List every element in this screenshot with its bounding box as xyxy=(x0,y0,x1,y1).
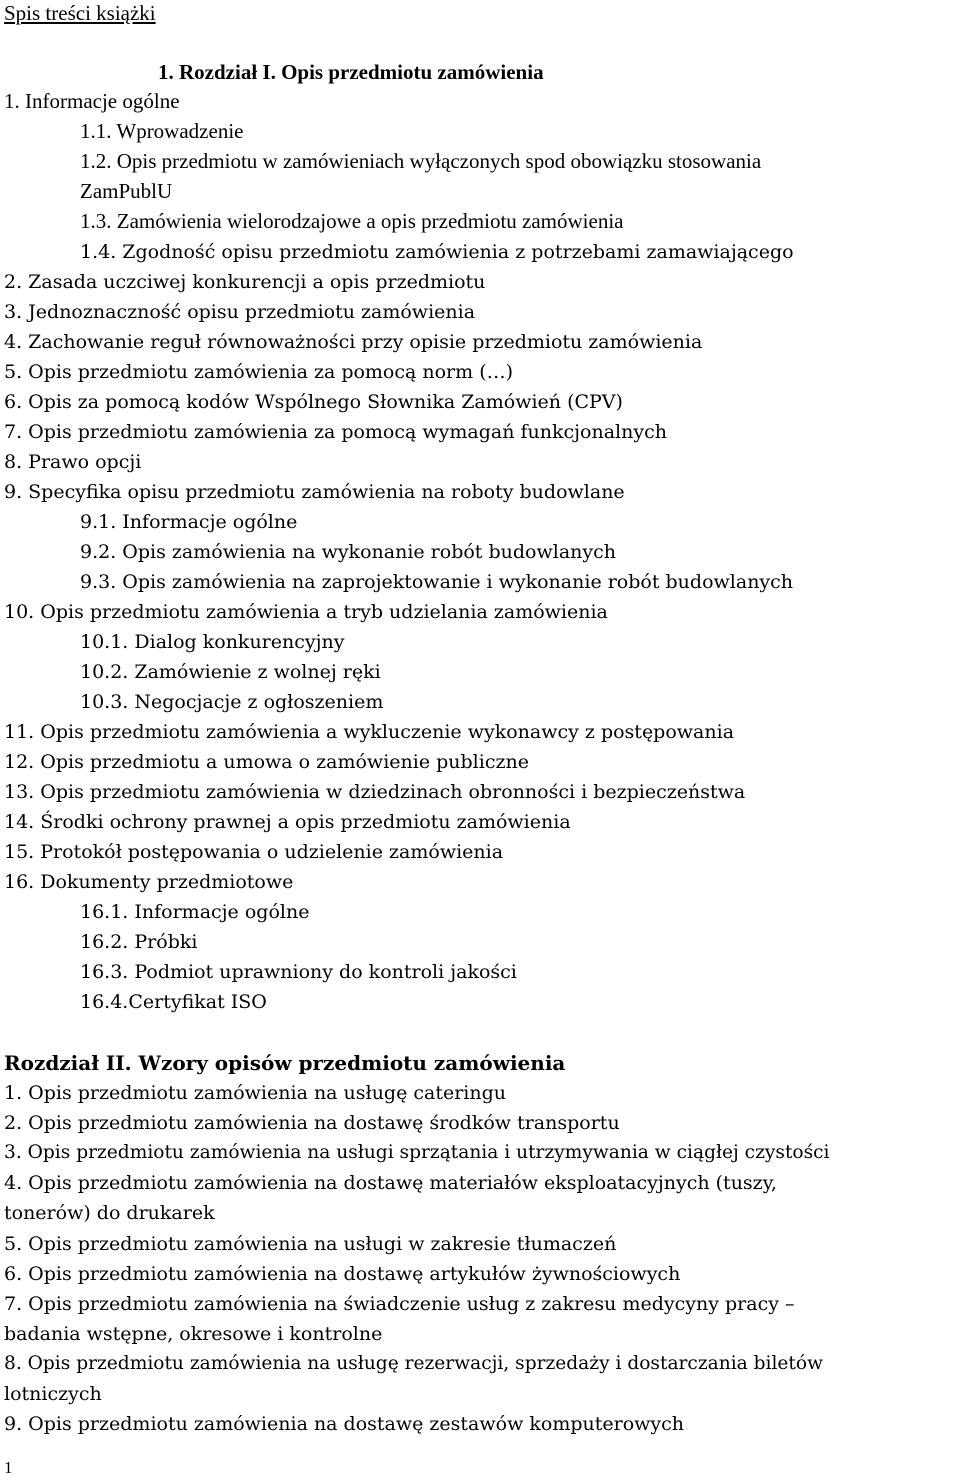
toc-subitem: 10.2. Zamówienie z wolnej ręki xyxy=(80,661,381,683)
toc-item: 3. Opis przedmiotu zamówienia na usługi sprzątania i utrzymywania w ciągłej czystości xyxy=(4,1142,830,1163)
toc-item: 4. Opis przedmiotu zamówienia na dostawę materiałów eksploatacyjnych (tuszy, xyxy=(4,1172,777,1194)
toc-subitem: 10.3. Negocjacje z ogłoszeniem xyxy=(80,691,384,713)
toc-item: 2. Opis przedmiotu zamówienia na dostawę środków transportu xyxy=(4,1112,620,1134)
toc-subitem: 1.1. Wprowadzenie xyxy=(80,119,244,143)
chapter-1-heading: 1. Rozdział I. Opis przedmiotu zamówienia xyxy=(158,60,544,84)
page-number: 1 xyxy=(4,1458,13,1477)
toc-subitem: 16.2. Próbki xyxy=(80,931,198,953)
toc-item: 5. Opis przedmiotu zamówienia za pomocą norm (…) xyxy=(4,361,514,383)
toc-item: 15. Protokół postępowania o udzielenie zamówienia xyxy=(4,841,504,863)
toc-item: 5. Opis przedmiotu zamówienia na usługi w zakresie tłumaczeń xyxy=(4,1233,617,1255)
toc-item: 2. Zasada uczciwej konkurencji a opis przedmiotu xyxy=(4,271,486,293)
toc-subitem: 1.2. Opis przedmiotu w zamówieniach wyłączonych spod obowiązku stosowania xyxy=(80,149,762,173)
page-title: Spis treści książki xyxy=(4,1,156,25)
toc-item: 8. Opis przedmiotu zamówienia na usługę rezerwacji, sprzedaży i dostarczania biletów xyxy=(4,1353,824,1374)
toc-item: 10. Opis przedmiotu zamówienia a tryb udzielania zamówienia xyxy=(4,601,608,623)
toc-item: 3. Jednoznaczność opisu przedmiotu zamówienia xyxy=(4,301,476,323)
chapter-2-heading: Rozdział II. Wzory opisów przedmiotu zamówienia xyxy=(4,1051,566,1075)
toc-item: 14. Środki ochrony prawnej a opis przedmiotu zamówienia xyxy=(4,811,571,833)
toc-item: 7. Opis przedmiotu zamówienia na świadczenie usług z zakresu medycyny pracy – xyxy=(4,1293,795,1315)
toc-item: 16. Dokumenty przedmiotowe xyxy=(4,871,294,893)
toc-item: 1. Opis przedmiotu zamówienia na usługę cateringu xyxy=(4,1082,507,1104)
toc-item-continuation: lotniczych xyxy=(4,1383,102,1405)
toc-subitem: 1.4. Zgodność opisu przedmiotu zamówienia z potrzebami zamawiającego xyxy=(80,241,794,263)
toc-subitem: 16.1. Informacje ogólne xyxy=(80,901,310,923)
toc-item: 8. Prawo opcji xyxy=(4,451,142,473)
toc-subitem: 16.4.Certyfikat ISO xyxy=(80,991,267,1013)
toc-subitem: 9.1. Informacje ogólne xyxy=(80,511,298,533)
toc-item: 12. Opis przedmiotu a umowa o zamówienie publiczne xyxy=(4,751,529,773)
toc-subitem: 9.2. Opis zamówienia na wykonanie robót budowlanych xyxy=(80,541,616,563)
toc-subitem: 10.1. Dialog konkurencyjny xyxy=(80,631,345,653)
toc-item: 1. Informacje ogólne xyxy=(4,89,180,113)
toc-subitem: 1.3. Zamówienia wielorodzajowe a opis przedmiotu zamówienia xyxy=(80,209,624,233)
toc-item-continuation: tonerów) do drukarek xyxy=(4,1202,215,1224)
toc-subitem: 16.3. Podmiot uprawniony do kontroli jakości xyxy=(80,961,517,983)
toc-item-continuation: badania wstępne, okresowe i kontrolne xyxy=(4,1323,383,1345)
toc-item: 6. Opis przedmiotu zamówienia na dostawę artykułów żywnościowych xyxy=(4,1263,681,1285)
toc-item: 9. Specyfika opisu przedmiotu zamówienia na roboty budowlane xyxy=(4,481,625,503)
toc-subitem-continuation: ZamPublU xyxy=(80,179,173,203)
toc-subitem: 9.3. Opis zamówienia na zaprojektowanie i wykonanie robót budowlanych xyxy=(80,571,794,593)
toc-item: 4. Zachowanie reguł równoważności przy opisie przedmiotu zamówienia xyxy=(4,331,703,353)
toc-item: 11. Opis przedmiotu zamówienia a wykluczenie wykonawcy z postępowania xyxy=(4,721,735,743)
toc-item: 9. Opis przedmiotu zamówienia na dostawę zestawów komputerowych xyxy=(4,1413,685,1435)
toc-item: 7. Opis przedmiotu zamówienia za pomocą wymagań funkcjonalnych xyxy=(4,421,667,443)
toc-item: 6. Opis za pomocą kodów Wspólnego Słownika Zamówień (CPV) xyxy=(4,391,623,413)
toc-item: 13. Opis przedmiotu zamówienia w dziedzinach obronności i bezpieczeństwa xyxy=(4,781,746,803)
